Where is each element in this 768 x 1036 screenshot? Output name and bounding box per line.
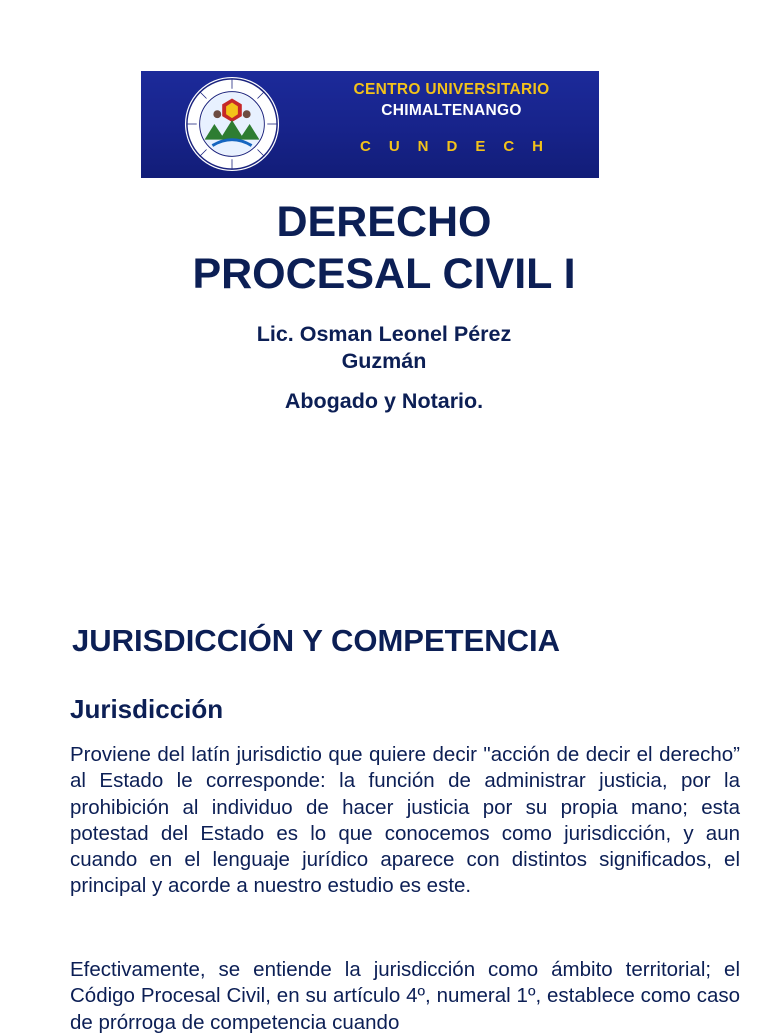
paragraph-2: Efectivamente, se entiende la jurisdicción como ámbito territorial; el Código Procesal Civil, en su artículo 4º, numeral 1º, establece como caso de prórroga de competencia cuando [70, 958, 740, 1034]
university-banner [141, 71, 599, 178]
author-name-line-2: Guzmán [341, 349, 427, 373]
course-title-line-1: DERECHO [276, 198, 492, 246]
banner-line-3: CUNDECH [360, 138, 561, 155]
author-name-line-1: Lic. Osman Leonel Pérez [256, 322, 512, 346]
banner-line-2: CHIMALTENANGO [381, 102, 522, 119]
university-seal-icon [183, 75, 281, 173]
banner-line-1: CENTRO UNIVERSITARIO [353, 81, 550, 98]
author-profession: Abogado y Notario. [284, 389, 484, 413]
paragraph-1: Proviene del latín jurisdictio que quiere decir "acción de decir el derecho” al Estado le corresponde: la función de administrar justicia, por la prohibición al individuo de hacer justicia por su propia mano; esta potestad del Estado es lo que conocemos como jurisdicción, y aun cuando en el lenguaje jurídico aparece con distintos significados, el principal y acorde a nuestro estudio es este. [70, 743, 740, 898]
subsection-title: Jurisdicción [70, 694, 224, 724]
course-title-line-2: PROCESAL CIVIL I [192, 250, 576, 298]
section-title: JURISDICCIÓN Y COMPETENCIA [72, 623, 561, 658]
